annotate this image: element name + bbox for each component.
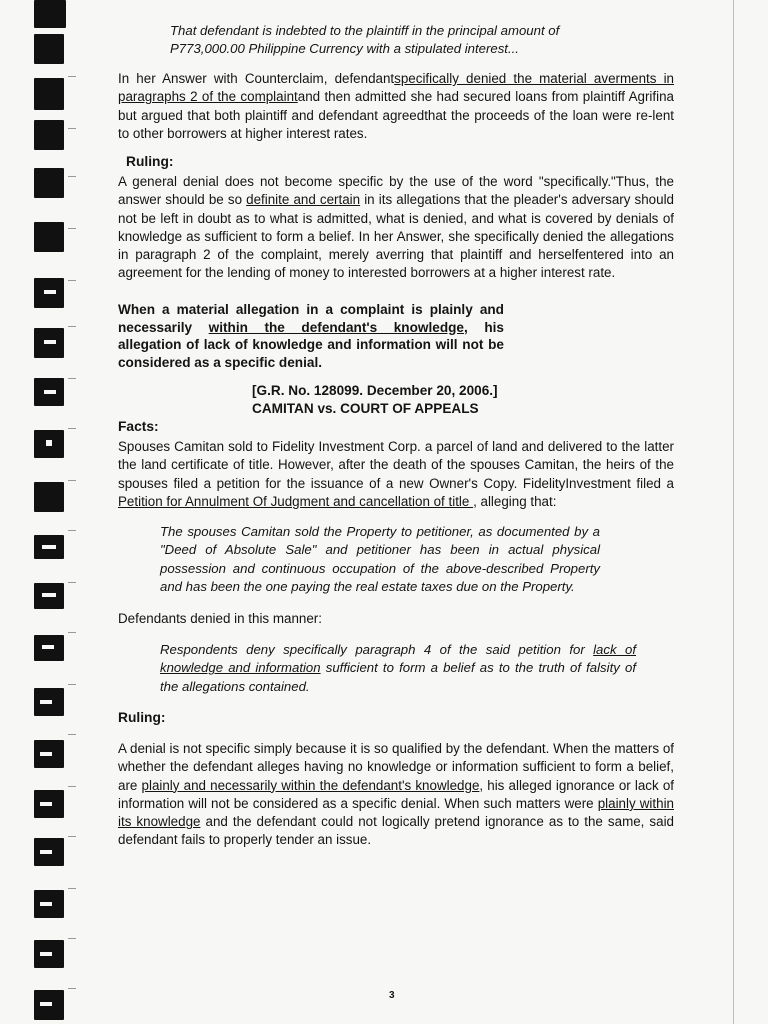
ruling-paragraph: A general denial does not become specific by the use of the word "specifically."Thus, the answer should be so definite and certain in its allegations that the pleader's adversary should not be left in doubt as to what is admitted, what is denied, and what is covered by denials of knowledge as sufficient to form a belief. In her Answer, she specifically denied the allegations in paragraph 2 of the complaint, merely averring that plaintiff and herselfentered into an agreement for the lending of money to interested borrowers at a higher interest rate. — [118, 174, 674, 281]
scan-mark — [68, 632, 76, 633]
binding-tab — [34, 378, 64, 406]
scan-mark — [68, 530, 76, 531]
ruling-heading-2: Ruling: — [118, 710, 166, 725]
doctrine-paragraph: When a material allegation in a complaint is plainly and necessarily within the defendant's knowledge, his allegation of lack of knowledge and information will not be considered as a specific denial. — [118, 302, 504, 370]
case-citation: [G.R. No. 128099. December 20, 2006.] CAMITAN vs. COURT OF APPEALS — [252, 383, 498, 416]
binding-tab — [34, 890, 64, 918]
scan-mark — [68, 428, 76, 429]
quoted-allegation — [170, 22, 630, 59]
scan-mark — [68, 480, 76, 481]
binding-tabs — [0, 0, 80, 1024]
binding-tab — [34, 278, 64, 308]
scan-mark — [68, 76, 76, 77]
scan-mark — [68, 228, 76, 229]
denial-intro: Defendants denied in this manner: — [118, 611, 322, 626]
ruling-paragraph-2: A denial is not specific simply because it is so qualified by the defendant. When the matters of whether the defendant alleges having no knowledge or information sufficient to form a belief, are plainly and necessarily within the defendant's knowledge, his alleged ignorance or lack of information will not be considered as a specific denial. When such matters were plainly within its knowledge and the defendant could not logically pretend ignorance as to the same, said defendant fails to properly tender an issue. — [118, 741, 675, 848]
binding-tab — [34, 78, 64, 110]
facts-paragraph: Spouses Camitan sold to Fidelity Investment Corp. a parcel of land and delivered to the latter the land certificate of title. However, after the death of the spouses Camitan, the heirs of the spouses filed a petition for the issuance of a new Owner's Copy. FidelityInvestment filed a Petition for Annulment Of Judgment and cancellation of title , alleging that: — [118, 439, 674, 509]
scan-mark — [68, 582, 76, 583]
binding-tab — [34, 583, 64, 609]
binding-tab — [34, 328, 64, 358]
quote-line: P773,000.00 Philippine Currency with a stipulated interest... — [170, 41, 519, 57]
denial-quote: Respondents deny specifically paragraph 4 of the said petition for lack of knowledge and information sufficient to form a belief as to the truth of falsity of the allegations contained. — [160, 642, 636, 694]
facts-heading: Facts: — [118, 419, 159, 434]
scan-mark — [68, 176, 76, 177]
binding-tab — [34, 790, 64, 818]
scan-mark — [68, 836, 76, 837]
scan-mark — [68, 326, 76, 327]
binding-tab — [34, 688, 64, 716]
scan-mark — [68, 786, 76, 787]
page-number: 3 — [389, 990, 395, 1001]
scan-mark — [68, 684, 76, 685]
scan-mark — [68, 280, 76, 281]
scan-mark — [68, 734, 76, 735]
scan-mark — [68, 128, 76, 129]
binding-tab — [34, 940, 64, 968]
quote-line: That defendant is indebted to the plaintiff in the principal amount of — [170, 23, 560, 38]
answer-paragraph: In her Answer with Counterclaim, defendantspecifically denied the material averments in paragraphs 2 of the complaintand then admitted she had secured loans from plaintiff Agrifina but argued that both plaintiff and defendant agreedthat the proceeds of the loan were re-lent to other borrowers at higher interest rates. — [118, 71, 675, 141]
binding-tab — [34, 740, 64, 768]
binding-tab — [34, 168, 64, 198]
ruling-heading: Ruling: — [126, 154, 174, 169]
scan-mark — [68, 888, 76, 889]
binding-tab — [34, 222, 64, 252]
binding-tab — [34, 535, 64, 559]
petition-quote: The spouses Camitan sold the Property to petitioner, as documented by a "Deed of Absolute Sale" and petitioner has been in actual physical possession and continuous occupation of the above-described Property and has been the one paying the real estate taxes due on the Property. — [160, 524, 600, 594]
binding-tab — [34, 430, 64, 458]
binding-tab — [34, 120, 64, 150]
binding-tab — [34, 482, 64, 512]
binding-tab — [34, 0, 66, 28]
binding-tab — [34, 34, 64, 64]
page-edge-line — [733, 0, 734, 1024]
scan-mark — [68, 938, 76, 939]
scan-mark — [68, 378, 76, 379]
binding-tab — [34, 635, 64, 661]
binding-tab — [34, 838, 64, 866]
binding-tab — [34, 990, 64, 1020]
scan-mark — [68, 988, 76, 989]
